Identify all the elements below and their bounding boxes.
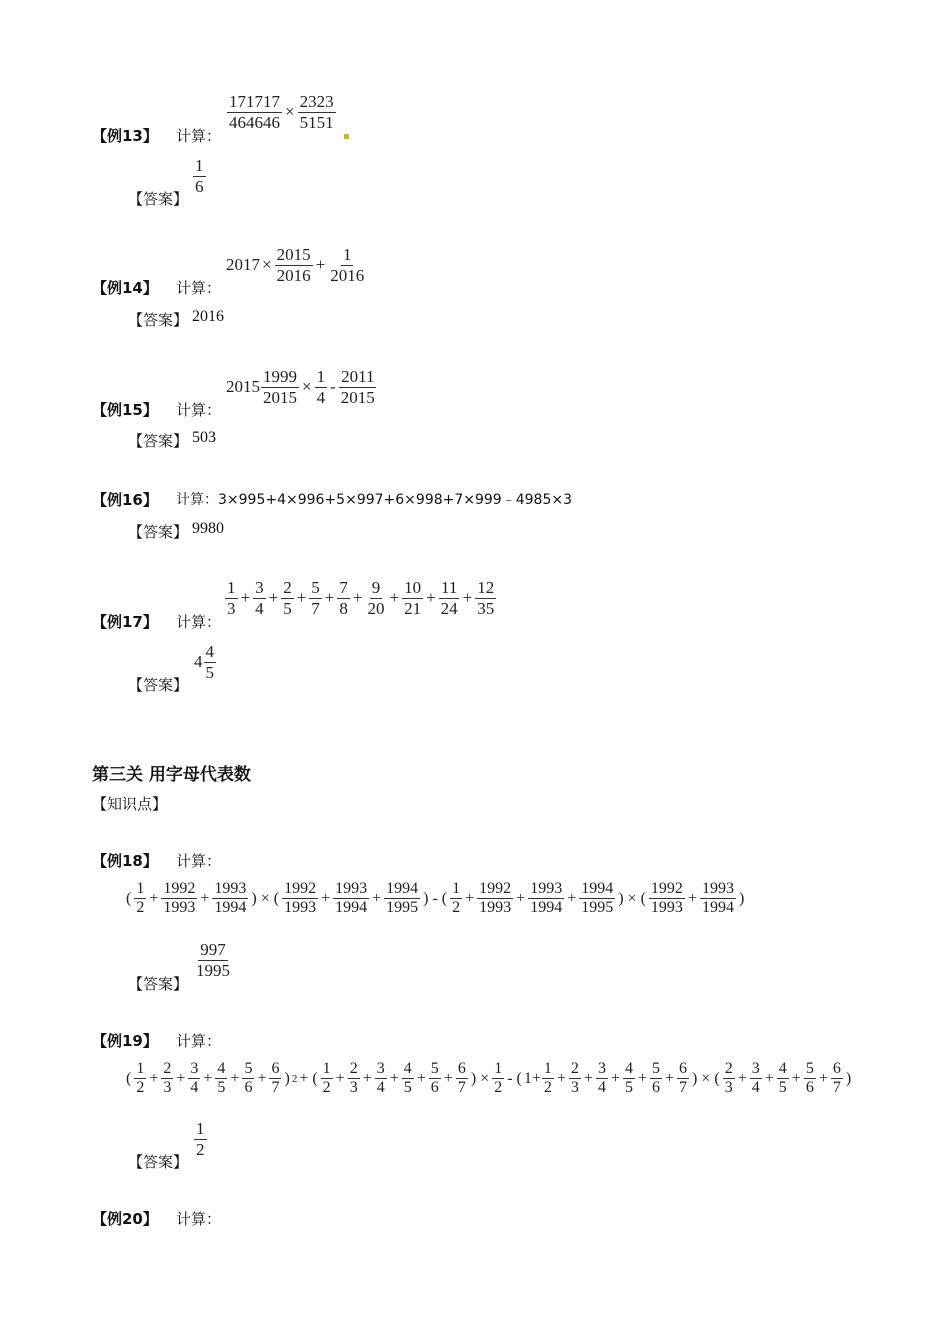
plus-sign: + (362, 1069, 372, 1087)
plus-sign: + (426, 588, 436, 608)
example-14-prompt: 计算： (176, 279, 222, 297)
denominator: 3 (163, 1079, 172, 1097)
numerator: 1992 (161, 880, 197, 899)
denominator: 4 (190, 1079, 199, 1097)
numerator: 2015 (276, 245, 311, 264)
denominator: 6 (805, 1079, 814, 1097)
example-15-prompt: 计算： (176, 401, 222, 419)
plus-sign: + (665, 1069, 675, 1087)
numerator: 9 (371, 578, 381, 597)
fraction (579, 880, 615, 918)
fraction (450, 880, 462, 918)
denominator: 464646 (229, 112, 280, 132)
numerator: 5 (429, 1060, 441, 1079)
denominator: 7 (679, 1079, 688, 1097)
fraction (215, 1060, 227, 1098)
denominator: 1994 (335, 899, 368, 917)
example-17-answer (194, 642, 217, 682)
fraction (804, 1060, 816, 1098)
denominator: 1994 (214, 899, 247, 917)
example-13-expression (226, 92, 337, 132)
denominator: 2 (322, 1079, 331, 1097)
numerator: 3 (255, 578, 264, 597)
left-paren: ( (126, 1069, 132, 1087)
example-15-answer-label: 【答案】 (128, 432, 189, 450)
plus-sign: + (465, 889, 475, 907)
plus-sign: + (203, 1069, 213, 1087)
plus-sign: + (462, 588, 473, 608)
example-16-expression: 计算：3×995+4×996+5×997+6×998+7×999﹣4985×3 (176, 492, 572, 508)
fraction (402, 578, 423, 618)
numerator: 2 (161, 1060, 173, 1079)
numerator: 1994 (579, 880, 615, 899)
fraction (677, 1060, 689, 1098)
example-19-answer-label: 【答案】 (128, 1153, 189, 1171)
numerator: 2 (569, 1060, 581, 1079)
example-13-prompt: 计算： (176, 127, 222, 145)
numerator: 1999 (263, 367, 297, 386)
plus-sign: + (149, 889, 159, 907)
fraction (384, 880, 420, 918)
plus-sign: + (315, 255, 326, 275)
numerator: 2 (283, 578, 292, 597)
example-19-answer (193, 1119, 208, 1159)
fraction (777, 1060, 789, 1098)
denominator: 3 (349, 1079, 358, 1097)
right-paren: ) (470, 1069, 477, 1087)
numerator: 1994 (384, 880, 420, 899)
denominator: 4 (255, 598, 264, 618)
numerator: 1 (195, 156, 204, 175)
numerator: 4 (402, 1060, 414, 1079)
minus-sign: - (330, 377, 336, 397)
denominator: 7 (311, 598, 320, 618)
fraction (225, 578, 238, 618)
right-paren: ) (423, 889, 429, 907)
denominator: 6 (195, 176, 204, 196)
example-15-answer: 503 (192, 429, 216, 446)
example-19-expression (124, 1060, 853, 1098)
numerator: 1 (542, 1060, 554, 1079)
numerator: 6 (269, 1060, 281, 1079)
fraction (365, 578, 386, 618)
plus-sign: + (791, 1069, 801, 1087)
fraction (831, 1060, 843, 1098)
numerator: 2 (723, 1060, 735, 1079)
numerator: 1 (134, 880, 146, 899)
numerator: 5 (242, 1060, 254, 1079)
plus-sign: + (200, 889, 210, 907)
marker-dot (344, 134, 349, 139)
example-19-prompt: 计算： (176, 1032, 222, 1050)
denominator: 20 (367, 598, 385, 618)
example-14-answer-label: 【答案】 (128, 311, 189, 329)
fraction (596, 1060, 608, 1098)
right-paren: ) (845, 1069, 852, 1087)
example-18-expression (124, 880, 746, 918)
example-20-prompt: 计算： (176, 1210, 222, 1228)
denominator: 6 (430, 1079, 439, 1097)
fraction (475, 578, 496, 618)
numerator: 7 (339, 578, 348, 597)
denominator: 2 (196, 1139, 205, 1159)
numerator: 1993 (700, 880, 736, 899)
numerator: 5 (804, 1060, 816, 1079)
numerator: 5 (650, 1060, 662, 1079)
numerator: 1 (450, 880, 462, 899)
numerator: 4 (215, 1060, 227, 1079)
numerator: 1993 (528, 880, 564, 899)
left-paren: ( (312, 1069, 318, 1087)
numerator: 1993 (212, 880, 248, 899)
numerator: 1992 (477, 880, 513, 899)
denominator: 1993 (479, 899, 512, 917)
denominator: 2016 (330, 265, 365, 285)
fraction (193, 156, 206, 196)
times-sign: × (480, 1069, 490, 1087)
plus-sign: + (372, 889, 382, 907)
minus-sign: - (432, 889, 438, 907)
fraction (282, 880, 318, 918)
denominator: 7 (457, 1079, 466, 1097)
numerator: 3 (750, 1060, 762, 1079)
example-13-answer (192, 156, 207, 196)
denominator: 2 (452, 899, 461, 917)
denominator: 7 (271, 1079, 280, 1097)
right-paren: ) (618, 889, 624, 907)
numerator: 1 (227, 578, 236, 597)
fraction (649, 880, 685, 918)
exponent: 2 (291, 1072, 298, 1085)
denominator: 5 (778, 1079, 787, 1097)
plus-sign: + (324, 588, 335, 608)
numerator: 3 (596, 1060, 608, 1079)
plus-sign: + (737, 1069, 747, 1087)
plus-sign: + (335, 1069, 345, 1087)
plus-sign: + (230, 1069, 240, 1087)
example-17-expression (224, 578, 497, 618)
fraction (261, 367, 299, 407)
example-14-label: 【例14】 (92, 279, 158, 297)
denominator: 1995 (386, 899, 419, 917)
fraction (723, 1060, 735, 1098)
fraction (298, 92, 336, 132)
plus-sign: + (687, 889, 697, 907)
times-sign: × (262, 255, 272, 275)
plus-sign: + (516, 889, 526, 907)
fraction (134, 1060, 146, 1098)
plus-sign: + (443, 1069, 453, 1087)
numerator: 2323 (299, 92, 334, 111)
plus-sign: + (764, 1069, 774, 1087)
plus-sign: + (176, 1069, 186, 1087)
fraction (242, 1060, 254, 1098)
plus-sign: + (321, 889, 331, 907)
numerator: 11 (440, 578, 458, 597)
fraction (275, 245, 313, 285)
numerator: 1 (342, 245, 352, 264)
numerator: 1993 (333, 880, 369, 899)
numerator: 4 (623, 1060, 635, 1079)
plus-sign: + (637, 1069, 647, 1087)
fraction (456, 1060, 468, 1098)
right-paren: ) (692, 1069, 698, 1087)
example-18-answer-label: 【答案】 (128, 975, 189, 993)
fraction (188, 1060, 200, 1098)
denominator: 3 (570, 1079, 579, 1097)
example-17-answer-label: 【答案】 (128, 676, 189, 694)
fraction (528, 880, 564, 918)
plus-sign: + (556, 1069, 566, 1087)
example-17-prompt: 计算： (176, 613, 222, 631)
fraction (339, 367, 377, 407)
denominator: 5 (217, 1079, 226, 1097)
example-14-expression (226, 245, 367, 285)
times-sign: × (285, 102, 295, 122)
fraction (212, 880, 248, 918)
example-18-label: 【例18】 (92, 852, 158, 870)
denominator: 2 (494, 1079, 503, 1097)
denominator: 3 (227, 598, 236, 618)
numerator: 6 (677, 1060, 689, 1079)
times-sign: × (260, 889, 270, 907)
fraction (439, 578, 460, 618)
fraction (204, 642, 217, 682)
plus-sign: + (583, 1069, 593, 1087)
numerator: 3 (188, 1060, 200, 1079)
denominator: 1993 (284, 899, 317, 917)
denominator: 8 (339, 598, 348, 618)
example-19-label: 【例19】 (92, 1032, 158, 1050)
example-20-label: 【例20】 (92, 1210, 158, 1228)
plus-sign: + (567, 889, 577, 907)
right-paren: ) (738, 889, 745, 907)
fraction (269, 1060, 281, 1098)
numerator: 1992 (649, 880, 685, 899)
plus-sign: + (240, 588, 251, 608)
left-paren: ( (441, 889, 448, 907)
plus-sign: + (296, 588, 307, 608)
denominator: 5 (624, 1079, 633, 1097)
fraction (337, 578, 350, 618)
numerator: 4 (205, 642, 214, 661)
denominator: 1994 (701, 899, 734, 917)
fraction (375, 1060, 387, 1098)
minus-sign: - (507, 1069, 513, 1087)
fraction (161, 880, 197, 918)
example-18-prompt: 计算： (176, 852, 222, 870)
example-16-label: 【例16】 (92, 491, 158, 509)
numerator: 2 (348, 1060, 360, 1079)
plus-sign: + (389, 1069, 399, 1087)
denominator: 6 (652, 1079, 660, 1097)
fraction (333, 880, 369, 918)
example-15-label: 【例15】 (92, 401, 158, 419)
plus-sign: + (299, 1069, 309, 1087)
left-paren: ( (273, 889, 280, 907)
denominator: 5 (403, 1079, 412, 1097)
whole-number: 4 (194, 652, 203, 672)
fraction (227, 92, 282, 132)
denominator: 1995 (196, 960, 230, 980)
fraction (348, 1060, 360, 1098)
fraction (194, 940, 232, 980)
left-paren: ( (516, 1069, 522, 1087)
example-16-answer: 9980 (192, 520, 224, 537)
denominator: 5 (205, 662, 214, 682)
denominator: 4 (597, 1079, 606, 1097)
example-16-answer-label: 【答案】 (128, 523, 189, 541)
plus-sign: + (149, 1069, 159, 1087)
numerator: 6 (831, 1060, 843, 1079)
left-paren: ( (126, 889, 132, 907)
denominator: 5 (283, 598, 292, 618)
fraction (569, 1060, 581, 1098)
fraction (309, 578, 322, 618)
right-paren: ) (284, 1069, 290, 1087)
fraction (750, 1060, 762, 1098)
denominator: 5151 (299, 112, 334, 132)
denominator: 3 (724, 1079, 733, 1097)
numerator: 1 (492, 1060, 504, 1079)
numerator: 2011 (341, 367, 375, 386)
numerator: 1 (321, 1060, 333, 1079)
numerator: 997 (200, 940, 226, 959)
fraction (477, 880, 513, 918)
fraction (402, 1060, 414, 1098)
left-paren: ( (640, 889, 646, 907)
numerator: 10 (404, 578, 422, 597)
numerator: 5 (311, 578, 320, 597)
denominator: 35 (477, 598, 495, 618)
fraction (321, 1060, 333, 1098)
denominator: 2015 (263, 387, 297, 407)
numerator: 1 (134, 1060, 146, 1079)
numerator: 171717 (229, 92, 280, 111)
times-sign: × (302, 377, 312, 397)
fraction (134, 880, 146, 918)
example-15-expression (226, 367, 378, 407)
example-13-label: 【例13】 (92, 127, 158, 145)
right-paren: ) (251, 889, 257, 907)
example-14-answer: 2016 (192, 308, 224, 325)
denominator: 21 (404, 598, 422, 618)
denominator: 4 (751, 1079, 760, 1097)
denominator: 6 (244, 1079, 253, 1097)
times-sign: × (627, 889, 637, 907)
fraction (315, 367, 328, 407)
plus-sign: + (257, 1069, 267, 1087)
plus-sign: + (389, 588, 400, 608)
denominator: 4 (376, 1079, 385, 1097)
section-title: 第三关 用字母代表数 (92, 765, 251, 785)
fraction (253, 578, 266, 618)
fraction (194, 1119, 207, 1159)
numerator: 3 (375, 1060, 387, 1079)
denominator: 4 (316, 387, 326, 407)
numerator: 1 (196, 1119, 205, 1138)
knowledge-point-label: 【知识点】 (92, 795, 168, 813)
plus-sign: + (352, 588, 363, 608)
fraction (492, 1060, 504, 1098)
times-sign: × (701, 1069, 711, 1087)
numerator: 1992 (282, 880, 318, 899)
one-plus: 1+ (523, 1069, 541, 1087)
denominator: 1995 (581, 899, 614, 917)
fraction (328, 245, 366, 285)
example-17-label: 【例17】 (92, 613, 158, 631)
whole-number: 2017 (226, 255, 260, 275)
fraction (542, 1060, 554, 1098)
numerator: 1 (316, 367, 326, 386)
example-13-answer-label: 【答案】 (128, 190, 189, 208)
numerator: 4 (777, 1060, 789, 1079)
fraction (700, 880, 736, 918)
denominator: 2016 (276, 265, 311, 285)
plus-sign: + (416, 1069, 426, 1087)
denominator: 2 (136, 899, 145, 917)
denominator: 1993 (163, 899, 196, 917)
fraction (623, 1060, 635, 1098)
denominator: 2 (136, 1079, 145, 1097)
plus-sign: + (268, 588, 279, 608)
whole-number: 2015 (226, 377, 260, 397)
plus-sign: + (818, 1069, 828, 1087)
denominator: 2 (543, 1079, 552, 1097)
denominator: 1994 (530, 899, 563, 917)
fraction (161, 1060, 173, 1098)
numerator: 6 (456, 1060, 468, 1079)
fraction (281, 578, 294, 618)
denominator: 24 (440, 598, 458, 618)
denominator: 7 (832, 1079, 841, 1097)
denominator: 1993 (650, 899, 683, 917)
example-18-answer (193, 940, 233, 980)
left-paren: ( (714, 1069, 720, 1087)
plus-sign: + (610, 1069, 620, 1087)
numerator: 12 (477, 578, 495, 597)
fraction (429, 1060, 441, 1098)
fraction (650, 1060, 662, 1098)
denominator: 2015 (340, 387, 375, 407)
